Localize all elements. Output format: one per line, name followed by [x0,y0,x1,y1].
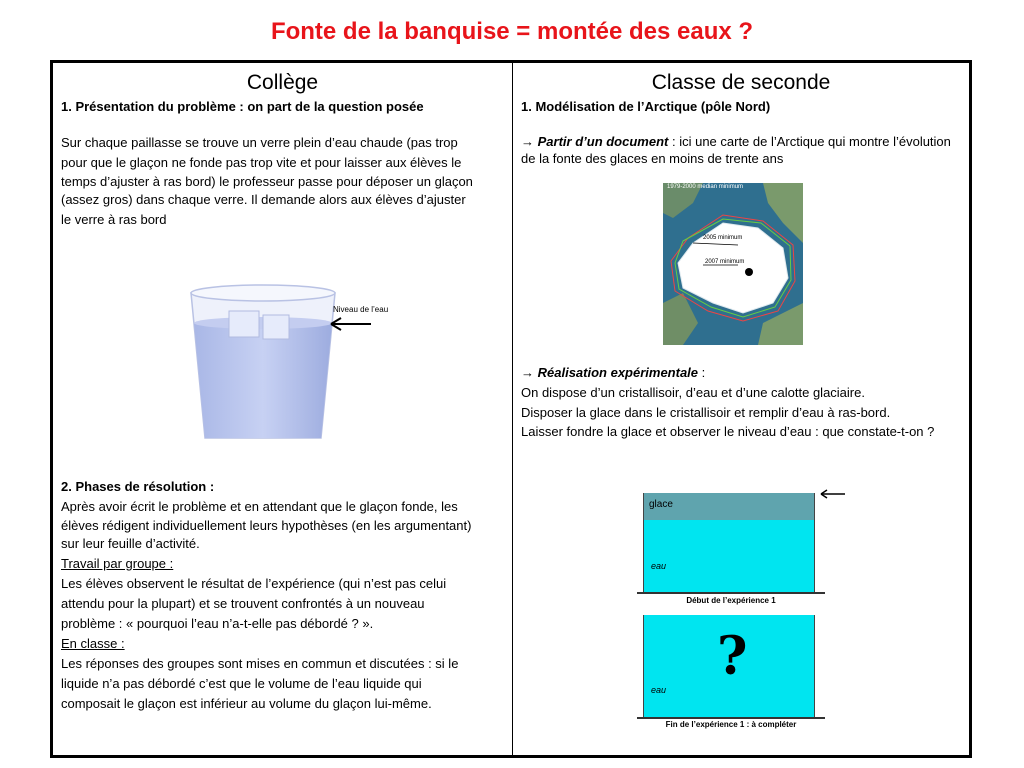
experiment-end-diagram [637,613,827,733]
arctic-map-image [663,183,803,345]
seconde-section1-title: 1. Modélisation de l’Arctique (pôle Nord) [521,99,771,114]
seconde-column [513,63,969,755]
question-mark: ? [717,626,748,687]
college-s2-line-1: Après avoir écrit le problème et en attendant que le glaçon fonde, les [61,499,458,514]
arrow-icon: → [521,365,534,380]
college-section1-title: 1. Présentation du problème : on part de la question posée [61,99,424,114]
document-label: Partir d’un document [537,134,669,149]
group-line-3: problème : « pourquoi l’eau n’a-t-elle pas débordé ? ». [61,616,374,631]
seconde-heading: Classe de seconde [651,71,831,94]
comparison-table [50,60,972,758]
glass-illustration [183,283,403,443]
map-label-median: 1979-2000 median minimum [667,184,744,190]
experiment-line-3: Laisser fondre la glace et observer le niveau d’eau : que constate-t-on ? [521,424,935,439]
map-label-2005: 2005 minimum [703,235,743,241]
experiment-line-1: On dispose d’un cristallisoir, d’eau et d’une calotte glaciaire. [521,385,865,400]
experiment-start-diagram [637,489,827,609]
diagram-base [637,592,825,594]
group-work-title: Travail par groupe : [61,556,174,571]
college-line-5: le verre à ras bord [61,212,167,227]
water-level-label: Niveau de l’eau [333,305,389,314]
experiment-heading [521,363,961,383]
document-text: : ici une carte de l’Arctique qui montre l’évolution de la fonte des glaces en moins de trente ans [521,134,951,166]
diagram-base-end [637,717,825,719]
map-label-2007: 2007 minimum [705,259,745,265]
class-line-1: Les réponses des groupes sont mises en commun et discutées : si le [61,656,459,671]
college-s2-line-2: élèves rédigent individuellement leurs hypothèses (en les argumentant) [61,518,472,533]
college-line-2: pour que le glaçon ne fonde pas trop vite et pour laisser aux élèves le [61,155,462,170]
arrow-left-icon [819,489,847,499]
experiment-colon: : [698,365,706,380]
college-section2-title: 2. Phases de résolution : [61,479,215,494]
class-line-2: liquide n’a pas débordé c’est que le volume de l’eau liquide qui [61,676,422,691]
water-body [643,520,815,592]
college-column [53,63,513,755]
experiment-line-2: Disposer la glace dans le cristallisoir et remplir d’eau à ras-bord. [521,405,891,420]
document-paragraph [521,133,961,167]
college-line-1: Sur chaque paillasse se trouve un verre plein d’eau chaude (pas trop [61,135,458,150]
group-line-1: Les élèves observent le résultat de l’expérience (qui n’est pas celui [61,576,447,591]
college-line-4: (assez gros) dans chaque verre. Il demande alors aux élèves d’ajuster [61,192,466,207]
water-label: eau [651,561,667,571]
class-title: En classe : [61,636,125,651]
group-line-2: attendu pour la plupart) et se trouvent confrontés à un nouveau [61,596,425,611]
ice-label: glace [649,499,673,510]
class-line-3: composait le glaçon est inférieur au volume du glaçon lui-même. [61,696,432,711]
experiment-label: Réalisation expérimentale [537,365,699,380]
diagram2-caption: Fin de l’expérience 1 : à compléter [665,720,797,729]
college-s2-line-3: sur leur feuille d’activité. [61,536,200,551]
diagram1-caption: Début de l’expérience 1 [686,596,776,605]
page-title: Fonte de la banquise = montée des eaux ? [270,18,754,45]
college-heading: Collège [246,71,319,94]
college-line-3: temps d’ajuster à ras bord) le professeur passe pour déposer un glaçon [61,174,473,189]
arrow-icon: → [521,134,534,149]
water-label-end: eau [651,685,667,695]
